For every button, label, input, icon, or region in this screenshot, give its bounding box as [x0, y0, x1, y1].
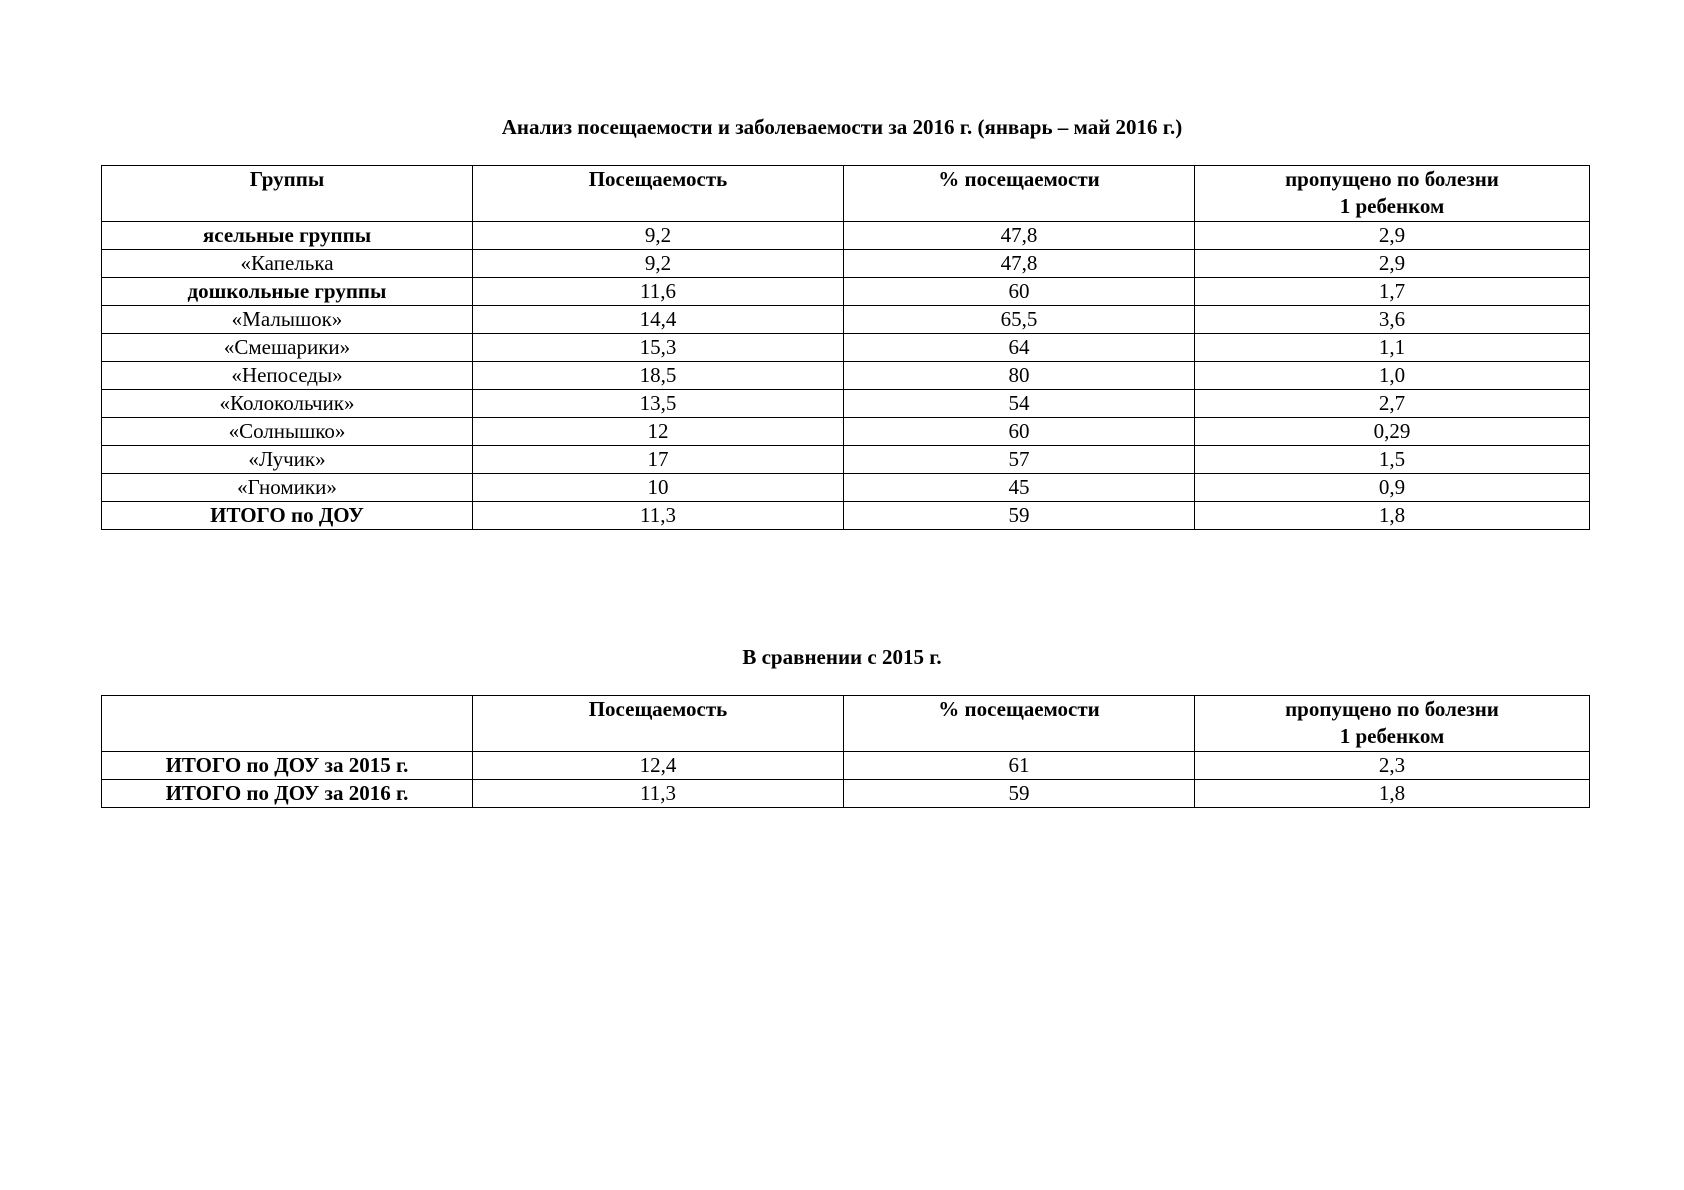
missed-by-illness-cell: 2,3 — [1195, 752, 1590, 780]
attendance-percent-cell: 64 — [844, 334, 1195, 362]
header-groups: Группы — [102, 166, 473, 222]
group-cell: «Солнышко» — [102, 418, 473, 446]
missed-by-illness-cell: 1,1 — [1195, 334, 1590, 362]
table-row — [102, 278, 1590, 306]
group-cell: ясельные группы — [102, 222, 473, 250]
table-row — [102, 752, 1590, 780]
attendance-cell: 12,4 — [473, 752, 844, 780]
group-cell: «Смешарики» — [102, 334, 473, 362]
group-cell: дошкольные группы — [102, 278, 473, 306]
group-cell: «Гномики» — [102, 474, 473, 502]
attendance-percent-cell: 61 — [844, 752, 1195, 780]
missed-by-illness-cell: 1,5 — [1195, 446, 1590, 474]
group-cell: ИТОГО по ДОУ за 2016 г. — [102, 780, 473, 808]
table-row — [102, 250, 1590, 278]
missed-by-illness-cell: 0,9 — [1195, 474, 1590, 502]
attendance-percent-cell: 80 — [844, 362, 1195, 390]
group-cell: «Колокольчик» — [102, 390, 473, 418]
missed-by-illness-cell: 2,9 — [1195, 222, 1590, 250]
attendance-percent-cell: 57 — [844, 446, 1195, 474]
attendance-cell: 18,5 — [473, 362, 844, 390]
group-cell: «Непоседы» — [102, 362, 473, 390]
missed-by-illness-cell: 1,0 — [1195, 362, 1590, 390]
attendance-cell: 14,4 — [473, 306, 844, 334]
header-missed-line2: 1 ребенком — [1339, 194, 1445, 218]
attendance-percent-cell: 60 — [844, 278, 1195, 306]
attendance-cell: 12 — [473, 418, 844, 446]
header-attendance-percent: % посещаемости — [844, 166, 1195, 222]
attendance-cell: 9,2 — [473, 222, 844, 250]
attendance-percent-cell: 45 — [844, 474, 1195, 502]
header-attendance: Посещаемость — [473, 696, 844, 752]
header-missed-line1: пропущено по болезни — [1285, 697, 1499, 721]
header-empty — [102, 696, 473, 752]
missed-by-illness-cell: 2,7 — [1195, 390, 1590, 418]
group-cell: «Капелька — [102, 250, 473, 278]
attendance-cell: 11,6 — [473, 278, 844, 306]
group-cell: «Лучик» — [102, 446, 473, 474]
attendance-percent-cell: 54 — [844, 390, 1195, 418]
table-row — [102, 390, 1590, 418]
header-missed-line1: пропущено по болезни — [1285, 167, 1499, 191]
missed-by-illness-cell: 1,8 — [1195, 780, 1590, 808]
table1-title: Анализ посещаемости и заболеваемости за 2016 г. (январь – май 2016 г.) — [501, 115, 1183, 139]
table-row — [102, 222, 1590, 250]
table-row — [102, 474, 1590, 502]
table-row — [102, 306, 1590, 334]
group-cell: ИТОГО по ДОУ за 2015 г. — [102, 752, 473, 780]
attendance-percent-cell: 47,8 — [844, 250, 1195, 278]
header-attendance: Посещаемость — [473, 166, 844, 222]
table-row — [102, 334, 1590, 362]
header-missed-line2: 1 ребенком — [1339, 724, 1445, 748]
table-row — [102, 362, 1590, 390]
table-row — [102, 418, 1590, 446]
attendance-table-2016 — [101, 165, 1590, 530]
header-attendance-percent: % посещаемости — [844, 696, 1195, 752]
header-missed-by-illness — [1195, 166, 1590, 222]
attendance-percent-cell: 60 — [844, 418, 1195, 446]
header-missed-by-illness — [1195, 696, 1590, 752]
table2-title: В сравнении с 2015 г. — [742, 645, 942, 669]
attendance-percent-cell: 65,5 — [844, 306, 1195, 334]
attendance-cell: 13,5 — [473, 390, 844, 418]
attendance-cell: 11,3 — [473, 780, 844, 808]
attendance-cell: 10 — [473, 474, 844, 502]
attendance-cell: 17 — [473, 446, 844, 474]
attendance-cell: 11,3 — [473, 502, 844, 530]
missed-by-illness-cell: 3,6 — [1195, 306, 1590, 334]
comparison-table-2015 — [101, 695, 1590, 808]
missed-by-illness-cell: 2,9 — [1195, 250, 1590, 278]
group-cell: «Малышок» — [102, 306, 473, 334]
table-header-row — [102, 696, 1590, 752]
missed-by-illness-cell: 1,8 — [1195, 502, 1590, 530]
group-cell: ИТОГО по ДОУ — [102, 502, 473, 530]
table-row — [102, 502, 1590, 530]
missed-by-illness-cell: 1,7 — [1195, 278, 1590, 306]
table-row — [102, 446, 1590, 474]
missed-by-illness-cell: 0,29 — [1195, 418, 1590, 446]
attendance-cell: 15,3 — [473, 334, 844, 362]
table-row — [102, 780, 1590, 808]
attendance-percent-cell: 59 — [844, 780, 1195, 808]
attendance-cell: 9,2 — [473, 250, 844, 278]
attendance-percent-cell: 59 — [844, 502, 1195, 530]
table-header-row — [102, 166, 1590, 222]
attendance-percent-cell: 47,8 — [844, 222, 1195, 250]
